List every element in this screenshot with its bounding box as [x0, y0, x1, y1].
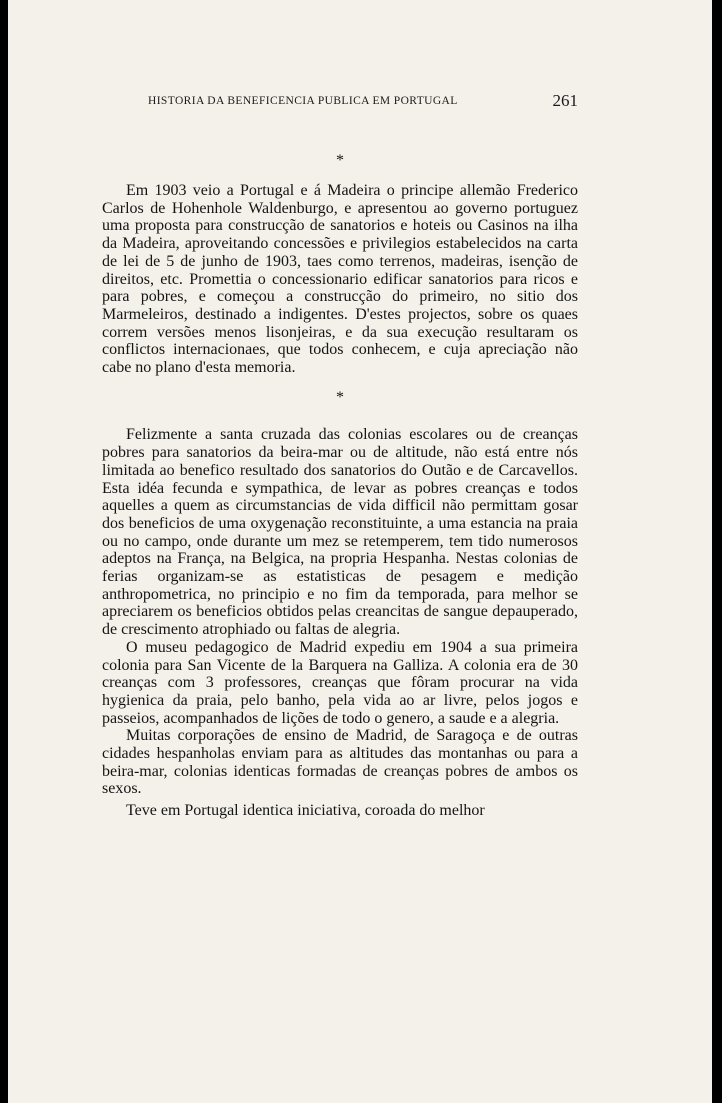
book-page	[8, 0, 712, 1103]
section-separator: *	[336, 152, 344, 169]
paragraph-4: Muitas corporações de ensino de Madrid, de Saragoça e de outras cidades hespanholas enviam para as altitudes das montanhas ou para a beira-mar, colonias identicas formadas de creanças pobres de ambos os sexos.	[102, 727, 578, 798]
paragraph-5: Teve em Portugal identica iniciativa, coroada do melhor	[126, 802, 485, 820]
paragraph-2: Felizmente a santa cruzada das colonias escolares ou de creanças pobres para sanatorios da beira-mar ou de altitude, não está entre nós limitada ao benefico resultado dos sanatorios do Outão e de Carcavellos. Esta idéa fecunda e sympathica, de levar as pobres creanças e todos aquelles a quem as circumstancias de vida difficil não permittam gosar dos beneficios de uma oxygenação reconstituinte, a uma estancia na praia ou no campo, onde durante um mez se retemperem, tem tido numerosos adeptos na França, na Belgica, na propria Hespanha. Nestas colonias de ferias organizam-se as estatisticas de pesagem e medição anthropometrica, no principio e no fim da temporada, para melhor se apreciarem os beneficios obtidos pelas creancitas de sangue depauperado, de crescimento atrophiado ou faltas de alegria.	[102, 426, 578, 639]
paragraph-1: Em 1903 veio a Portugal e á Madeira o principe allemão Frederico Carlos de Hohenhole Waldenburgo, e apresentou ao governo portuguez uma proposta para construcção de sanatorios e hoteis ou Casinos na ilha da Madeira, aproveitando concessões e privilegios estabelecidos na carta de lei de 5 de junho de 1903, taes como terrenos, madeiras, isenção de direitos, etc. Promettia o concessionario edificar sanatorios para ricos e para pobres, e começou a construcção do primeiro, no sitio dos Marmeleiros, destinado a indigentes. D'estes projectos, sobre os quaes correm versões menos lisonjeiras, e da sua execução resultaram os conflictos internacionaes, que todos conhecem, e cuja apreciação não cabe no plano d'esta memoria.	[102, 182, 578, 377]
page-number: 261	[552, 91, 578, 110]
paragraph-3: O museu pedagogico de Madrid expediu em 1904 a sua primeira colonia para San Vicente de la Barquera na Galliza. A colonia era de 30 creanças com 3 professores, creanças que fôram procurar na vida hygienica da praia, pelo banho, pela vida ao ar livre, pelos jogos e passeios, acompanhados de lições de todo o genero, a saude e a alegria.	[102, 638, 578, 727]
running-title: HISTORIA DA BENEFICENCIA PUBLICA EM PORTUGAL	[148, 95, 458, 107]
body-text	[102, 182, 578, 820]
section-separator: *	[336, 388, 344, 406]
